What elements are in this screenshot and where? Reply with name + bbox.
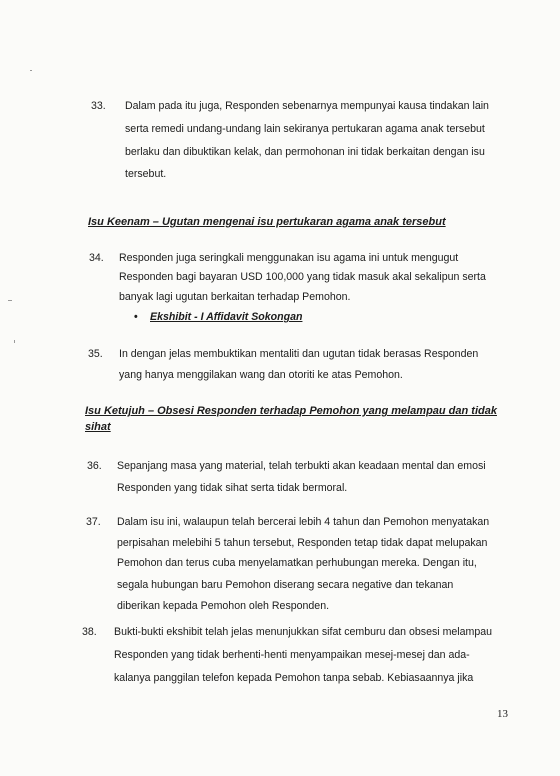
paragraph-line: berlaku dan dibuktikan kelak, dan permohonan ini tidak berkaitan dengan isu <box>125 146 485 158</box>
paragraph-line: Sepanjang masa yang material, telah terbukti akan keadaan mental dan emosi <box>117 460 486 472</box>
paragraph-33 <box>91 100 521 190</box>
paragraph-number: 33. <box>91 100 106 112</box>
exhibit-reference <box>134 311 334 325</box>
paragraph-38 <box>82 626 528 696</box>
page-number: 13 <box>497 708 508 720</box>
section-heading-isu-ketujuh-cont: sihat <box>85 421 111 433</box>
paragraph-36 <box>87 460 527 500</box>
section-heading-isu-ketujuh: Isu Ketujuh – Obsesi Responden terhadap Pemohon yang melampau dan tidak <box>85 405 497 417</box>
scan-speck <box>14 340 15 343</box>
paragraph-number: 36. <box>87 460 102 472</box>
paragraph-line: yang hanya menggilakan wang dan otoriti ke atas Pemohon. <box>119 369 403 381</box>
paragraph-line: perpisahan melebihi 5 tahun tersebut, Responden tetap tidak dapat melupakan <box>117 537 488 549</box>
paragraph-number: 37. <box>86 516 101 528</box>
paragraph-line: Bukti-bukti ekshibit telah jelas menunjukkan sifat cemburu dan obsesi melampau <box>114 626 493 638</box>
paragraph-line: segala hubungan baru Pemohon diserang secara negative dan tekanan <box>117 579 454 591</box>
paragraph-number: 34. <box>89 252 104 264</box>
paragraph-34 <box>89 252 524 302</box>
paragraph-35 <box>88 348 523 382</box>
paragraph-line: kalanya panggilan telefon kepada Pemohon tanpa sebab. Kebiasaannya jika <box>114 672 474 684</box>
exhibit-label: Ekshibit - I Affidavit Sokongan <box>150 311 303 323</box>
paragraph-number: 35. <box>88 348 103 360</box>
bullet-icon: • <box>134 311 138 323</box>
paragraph-line: tersebut. <box>125 168 167 180</box>
scan-speck <box>8 300 12 301</box>
paragraph-line: Dalam pada itu juga, Responden sebenarnya mempunyai kausa tindakan lain <box>125 100 489 112</box>
scan-speck <box>30 70 32 71</box>
paragraph-line: Responden juga seringkali menggunakan isu agama ini untuk mengugut <box>119 252 459 264</box>
paragraph-line: Pemohon dan terus cuba menyelamatkan perhubungan mereka. Dengan itu, <box>117 557 477 569</box>
paragraph-line: banyak lagi ugutan berkaitan terhadap Pemohon. <box>119 291 351 303</box>
paragraph-line: Responden yang tidak sihat serta tidak bermoral. <box>117 482 348 494</box>
paragraph-line: serta remedi undang-undang lain sekiranya pertukaran agama anak tersebut <box>125 123 485 135</box>
paragraph-number: 38. <box>82 626 97 638</box>
paragraph-line: Responden yang tidak berhenti-henti menyampaikan mesej-mesej dan ada- <box>114 649 470 661</box>
paragraph-37 <box>86 516 528 616</box>
paragraph-line: diberikan kepada Pemohon oleh Responden. <box>117 600 330 612</box>
section-heading-isu-keenam: Isu Keenam – Ugutan mengenai isu pertukaran agama anak tersebut <box>88 216 446 228</box>
paragraph-line: Dalam isu ini, walaupun telah bercerai lebih 4 tahun dan Pemohon menyatakan <box>117 516 490 528</box>
paragraph-line: Responden bagi bayaran USD 100,000 yang tidak masuk akal sekalipun serta <box>119 271 486 283</box>
paragraph-line: In dengan jelas membuktikan mentaliti dan ugutan tidak berasas Responden <box>119 348 479 360</box>
